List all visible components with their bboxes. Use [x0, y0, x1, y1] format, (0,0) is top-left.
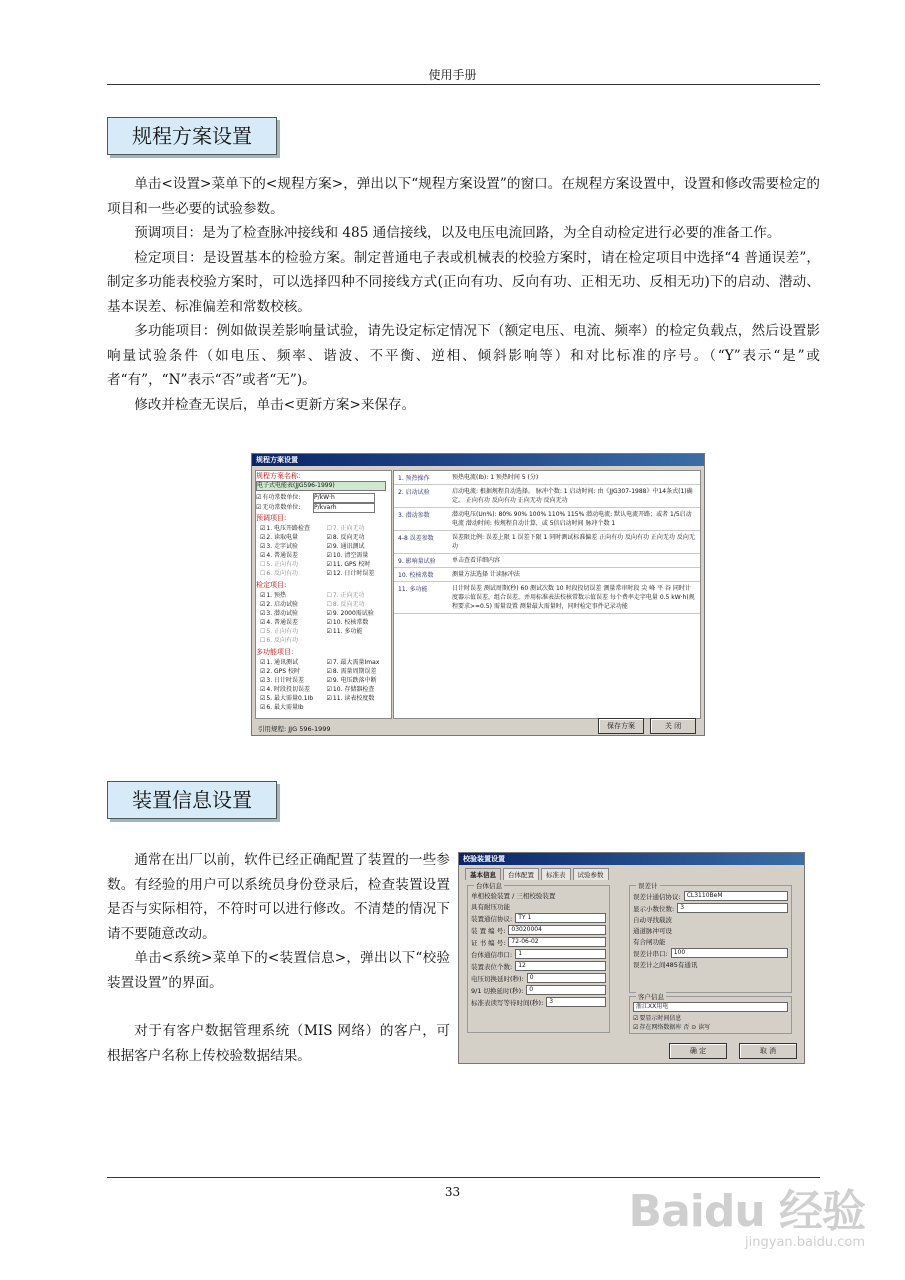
right-panel: [393, 470, 701, 719]
field-label: 误差计串口:: [633, 949, 668, 958]
field-label: 误差计之间485有通讯: [633, 961, 698, 969]
header-rule: [107, 84, 820, 85]
customer-select[interactable]: 浙江XX用电: [633, 1002, 788, 1012]
unit2-select[interactable]: P/kvarh: [313, 503, 375, 513]
param-value: 测量方法选择 计读脉冲法: [452, 571, 520, 578]
tab-standard[interactable]: 标准表: [541, 868, 571, 880]
paragraph: 预调项目：是为了检查脉冲接线和 485 通信接线，以及电压电流回路，为全自动检定进行必要的准备工作。: [134, 225, 781, 241]
multi-items-label: 多功能项目:: [256, 648, 294, 656]
checkbox-item[interactable]: ☐ 7. 正向无功: [327, 591, 392, 600]
check-items-label: 检定项目:: [256, 581, 287, 589]
form-field: [633, 960, 788, 969]
section-title-2: 装置信息设置: [107, 781, 277, 819]
checkbox-item[interactable]: ☐ 5. 正向有功: [260, 627, 325, 636]
paragraph: 通常在出厂以前，软件已经正确配置了装置的一些参数。有经验的用户可以系统员身份登录后，检查装置设置是否与实际相符，不符时可以进行修改。不清楚的情况下请不要随意改动。: [107, 852, 450, 942]
paragraph: 修改并检查无误后，单击<更新方案>来保存。: [134, 396, 416, 413]
customer-group: [629, 993, 792, 1034]
field-label: 标准表读写等待时间(秒):: [471, 998, 544, 1007]
form-field: [633, 915, 788, 924]
field-label: 显示小数位数:: [633, 904, 675, 913]
param-row: [394, 568, 700, 582]
checkbox-item[interactable]: ☐ 7. 正向无功: [327, 524, 392, 533]
pre-items-grid: [260, 524, 391, 578]
checkbox-item[interactable]: ☑ 2. 启动试验: [260, 600, 325, 609]
window-title: 规程方案设置: [252, 454, 704, 466]
param-value: 潜动电压(Un%): 80% 90% 100% 110% 115% 潜动电流: 默认电流开路；或者 1/5启动电流 潜动时间: 按规程自动计算，或 5倍启动时间 脉冲个数 1: [452, 511, 692, 527]
field-label: 装置通信协议:: [471, 914, 513, 923]
checkbox-item[interactable]: ☑ 10. 校核常数: [327, 618, 392, 627]
form-field: [633, 891, 788, 901]
checkbox-item[interactable]: ☑ 1. 预热: [260, 591, 325, 600]
save-scheme-button[interactable]: 保存方案: [598, 718, 644, 734]
field-label: 装 置 编 号:: [471, 926, 506, 935]
checkbox-item[interactable]: ☐ 5. 正向有功: [260, 560, 325, 569]
form-field: [471, 902, 606, 911]
param-value: 单击查看详细内容: [452, 557, 501, 564]
checkbox-item[interactable]: ☑ 11. 读表校度数: [327, 694, 392, 703]
scheme-name-label: 规程方案名称:: [256, 472, 301, 480]
field-label: 电压切换延时(秒):: [471, 974, 524, 983]
field-label: 具有耐压功能: [471, 903, 510, 911]
checkbox-item[interactable]: ☑ 9. 2000需试验: [327, 609, 392, 618]
close-button[interactable]: 关 闭: [650, 718, 696, 734]
left-fields: [471, 891, 606, 1007]
form-field: [633, 903, 788, 913]
form-field: [633, 948, 788, 958]
form-field: [471, 985, 606, 995]
checkbox-item[interactable]: ☑ 2. 读取电量: [260, 533, 325, 542]
checkbox-item[interactable]: ☑ 8. 需量周期误差: [327, 667, 392, 676]
checkbox-item[interactable]: ☑ 10. 清空需量: [327, 551, 392, 560]
right-fields: [633, 891, 788, 969]
ok-button[interactable]: 确 定: [669, 1043, 727, 1059]
check-items-grid: [260, 591, 391, 645]
checkbox-item[interactable]: ☑ 3. 走字试验: [260, 542, 325, 551]
field-label: 9/1 切换延时(秒):: [471, 986, 524, 995]
field-input[interactable]: 3: [677, 903, 788, 913]
form-field: [633, 926, 788, 935]
param-row: [394, 508, 700, 531]
tab-rig[interactable]: 台体配置: [503, 868, 539, 880]
param-row: [394, 582, 700, 614]
form-field: [471, 949, 606, 959]
checkbox-item[interactable]: ☑ 7. 最大需量Imax: [327, 658, 392, 667]
group-title: 客户信息: [638, 993, 664, 1001]
multi-items-grid: [260, 658, 391, 712]
pre-items-label: 预调项目:: [256, 514, 287, 522]
field-input[interactable]: 0: [527, 973, 606, 983]
tab-params[interactable]: 试验参数: [573, 868, 609, 880]
unit1-label: ☑ 有功常数单位:: [256, 493, 311, 503]
field-input[interactable]: 72-06-02: [508, 937, 606, 947]
field-label: 通道脉冲可设: [633, 927, 672, 935]
form-field: [471, 961, 606, 971]
paragraph: 单击<系统>菜单下的<装置信息>，弹出以下“校验装置设置”的界面。: [107, 950, 450, 991]
param-value: 误差限比例: 误差上限 1 误差下限 1 同时测试标准偏差 正向有功 反向有功 正向无功 反向无功: [452, 534, 695, 550]
form-field: [471, 937, 606, 947]
group-title: 误差计: [638, 882, 658, 890]
param-key: 10. 校核常数: [398, 572, 434, 579]
cancel-button[interactable]: 取 消: [739, 1043, 797, 1059]
checkbox-item[interactable]: ☑ 1. 电压开路检查: [260, 524, 325, 533]
checkbox-item[interactable]: ☑ 9. 电压跌落中断: [327, 676, 392, 685]
error-meter-group: [629, 882, 792, 993]
field-input[interactable]: TY 1: [515, 913, 606, 923]
group-title: 台体信息: [476, 882, 502, 890]
checkbox-item[interactable]: ☑ 11. 多功能: [327, 627, 392, 636]
param-key: 9. 影响量试验: [398, 558, 436, 565]
paragraph: 多功能项目：例如做误差影响量试验，请先设定标定情况下（额定电压、电流、频率）的检定负载点，然后设置影响量试验条件（如电压、频率、谐波、不平衡、逆相、倾斜影响等）和对比标准的序号。（“Y”表示“是”或者“有”，“N”表示“否”或者“无”)。: [107, 323, 820, 388]
scheme-window: [251, 453, 705, 736]
form-field: [471, 913, 606, 923]
rig-info-group: [467, 882, 610, 1033]
param-key: 4-8 误差参数: [398, 535, 434, 542]
customer-option[interactable]: ☑ 要显示时间信息: [633, 1014, 788, 1023]
customer-option[interactable]: ☑ 存在网络数据库 否 ⊙ 读写: [633, 1023, 788, 1032]
param-row: [394, 531, 700, 554]
watermark-logo: Baidu 经验: [628, 1186, 865, 1237]
checkbox-item[interactable]: ☑ 4. 普通误差: [260, 618, 325, 627]
field-input[interactable]: 12: [515, 961, 606, 971]
checkbox-item[interactable]: ☑ 8. 反向无功: [327, 533, 392, 542]
field-label: 有合闸功能: [633, 938, 666, 946]
checkbox-item[interactable]: ☑ 1. 通讯测试: [260, 658, 325, 667]
checkbox-item[interactable]: ☐ 8. 反向无功: [327, 600, 392, 609]
field-input[interactable]: CL3110BeM: [684, 891, 788, 901]
scheme-name-select[interactable]: 电子式电能表(JJG596-1999): [256, 481, 386, 491]
paragraph: 检定项目：是设置基本的检验方案。制定普通电子表或机械表的校验方案时，请在检定项目中选择“4 普通误差”，制定多功能表校验方案时，可以选择四种不同接线方式(正向有功、反向有功、正相无功、反相无功)下的启动、潜动、基本误差、标准偏差和常数校核。: [107, 249, 820, 315]
checkbox-item[interactable]: ☑ 4. 时段投切误差: [260, 685, 325, 694]
page-header: 使用手册: [428, 68, 477, 82]
param-value: 日计时误差 测试周期(秒) 60 测试次数 10 时段投切误差 测量常审时段 尖 峰 平 谷 同时计度器示值误差，组合误差，并用标准表法校核常数示值误差 每个费率走字电量 0.5 kW·h(规程要求>=0.5) 需量设置 测量最大需量时，同时检定事件记录功能: [452, 585, 695, 610]
checkbox-item[interactable]: ☑ 3. 潜动试验: [260, 609, 325, 618]
field-label: 自动寻找载波: [633, 916, 672, 924]
checkbox-item[interactable]: ☑ 3. 日计时误差: [260, 676, 325, 685]
form-field: [471, 925, 606, 935]
param-row: [394, 554, 700, 568]
checkbox-item[interactable]: ☑ 12. 日计时误差: [327, 569, 392, 578]
unit2-label: ☑ 无功常数单位:: [256, 503, 311, 513]
field-input[interactable]: 3: [546, 997, 606, 1007]
field-label: 误差计通信协议:: [633, 892, 681, 901]
param-row: [394, 471, 700, 485]
checkbox-item[interactable]: ☑ 6. 最大需量Ib: [260, 703, 325, 712]
param-key: 1. 预热操作: [398, 475, 430, 482]
paragraph: [107, 995, 450, 1019]
field-label: 台体通信串口:: [471, 950, 513, 959]
tab-bar: [459, 865, 804, 880]
unit1-select[interactable]: P/kW·h: [313, 493, 375, 503]
form-field: [471, 973, 606, 983]
checkbox-item[interactable]: ☐ 6. 反向有功: [260, 569, 325, 578]
checkbox-item[interactable]: ☑ 9. 通讯测试: [327, 542, 392, 551]
section-title-1: 规程方案设置: [107, 117, 277, 155]
param-key: 2. 启动试验: [398, 489, 430, 496]
checkbox-item[interactable]: ☑ 10. 存储器检查: [327, 685, 392, 694]
param-key: 3. 潜动参数: [398, 512, 430, 519]
field-input[interactable]: 03020004: [508, 925, 606, 935]
checkbox-item[interactable]: ☑ 4. 普通误差: [260, 551, 325, 560]
section1-body: [107, 172, 820, 417]
checkbox-item[interactable]: ☑ 11. GPS 校时: [327, 560, 392, 569]
param-key: 11. 多功能: [398, 586, 428, 593]
paragraph: 对于有客户数据管理系统（MIS 网络）的客户，可根据客户名称上传校验数据结果。: [107, 1023, 450, 1064]
param-value: 预热电流(Ib): 1 预热时间 5 (分): [452, 474, 539, 481]
checkbox-item[interactable]: ☑ 2. GPS 校时: [260, 667, 325, 676]
field-label: 证 书 编 号:: [471, 938, 506, 947]
device-window: [458, 852, 805, 1064]
checkbox-item[interactable]: ☑ 5. 最大需量0.1Ib: [260, 694, 325, 703]
field-input[interactable]: 1: [515, 949, 606, 959]
window-title: 校验装置设置: [459, 853, 804, 865]
left-panel: [255, 470, 392, 719]
field-label: 装置表位个数:: [471, 962, 513, 971]
section2-body: [107, 848, 450, 1068]
watermark-url: jingyan.baidu.com: [745, 1235, 865, 1250]
paragraph: 单击<设置>菜单下的<规程方案>，弹出以下“规程方案设置”的窗口。在规程方案设置中，设置和修改需要检定的项目和一些必要的试验参数。: [107, 176, 820, 217]
field-label: 单相校验装置 / 三相校验装置: [471, 892, 556, 900]
page-number: 33: [444, 1185, 461, 1199]
checkbox-item[interactable]: ☐ 6. 反向有功: [260, 636, 325, 645]
form-field: [471, 997, 606, 1007]
form-field: [633, 937, 788, 946]
watermark: [629, 1175, 865, 1250]
footer-standard: 引用规程: JJG 596-1999: [258, 725, 331, 733]
field-input[interactable]: 0: [526, 985, 606, 995]
form-field: [471, 891, 606, 900]
field-input[interactable]: 100: [671, 948, 788, 958]
tab-basic[interactable]: 基本信息: [465, 868, 501, 880]
param-value: 启动电流: 根据规程自动选择。 脉冲个数: 1 启动时间: 由《JJG307-1988》中14条式(1)确定。 正向有功 反向有功 正向无功 反向无功: [452, 488, 693, 504]
param-row: [394, 485, 700, 508]
